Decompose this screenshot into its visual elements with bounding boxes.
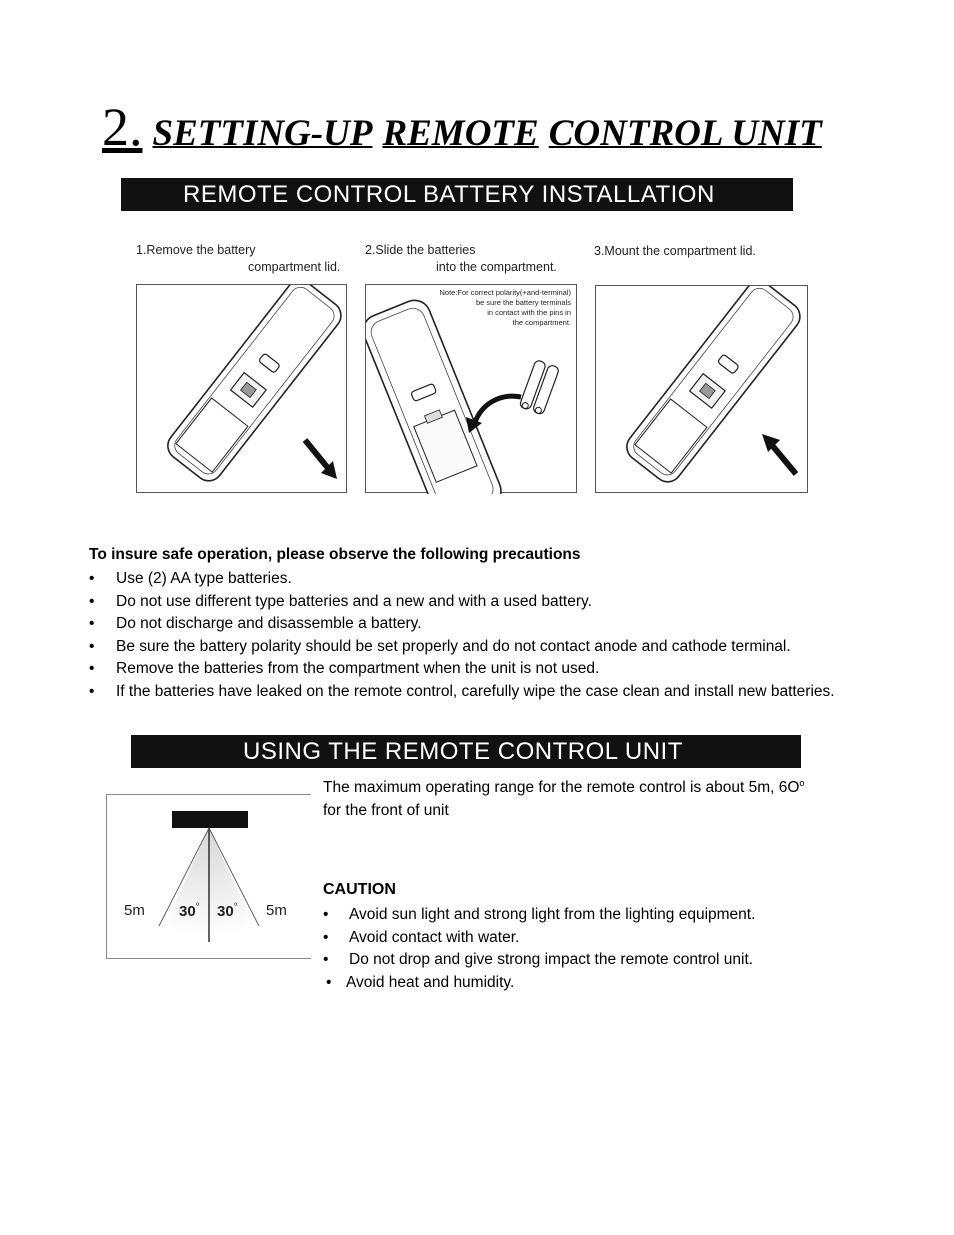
- step-1-line1: 1.Remove the battery: [136, 243, 256, 257]
- list-item: • Avoid contact with water.: [323, 927, 883, 950]
- step-1-line2: compartment lid.: [248, 260, 341, 274]
- operating-range-text: [323, 772, 868, 822]
- range-text-part1: The maximum operating range for the remote control is about 5m, 6O: [323, 779, 800, 797]
- battery-installation-banner: REMOTE CONTROL BATTERY INSTALLATION: [121, 178, 793, 211]
- title-word: SETTING-UP: [152, 113, 373, 154]
- range-cone-graphic: [106, 794, 312, 960]
- left-angle-label: 30°: [179, 902, 200, 920]
- list-item: • Remove the batteries from the compartment when the unit is not used.: [89, 658, 879, 681]
- step-3-caption: [594, 243, 814, 260]
- step-1-caption: [136, 242, 356, 276]
- list-item: • Avoid sun light and strong light from the lighting equipment.: [323, 904, 883, 927]
- note-line: Note:For correct polarity(+and-terminal): [439, 288, 571, 297]
- left-distance-label: 5m: [124, 902, 145, 919]
- mount-lid-illustration: [595, 285, 808, 493]
- precautions-heading: To insure safe operation, please observe the following precautions: [89, 546, 581, 563]
- list-item: • Avoid heat and humidity.: [323, 972, 883, 995]
- note-line: be sure the battery terminals: [475, 298, 571, 307]
- range-text-part2: for the front of unit: [323, 801, 449, 819]
- caution-heading: CAUTION: [323, 881, 396, 898]
- step-3-line1: 3.Mount the compartment lid.: [594, 244, 756, 258]
- right-distance-label: 5m: [266, 902, 287, 919]
- note-line: in contact with the pins in: [487, 308, 571, 317]
- list-item: • Be sure the battery polarity should be set properly and do not contact anode and cathode terminal.: [89, 636, 879, 659]
- operating-range-diagram: [106, 794, 312, 960]
- precautions-list: [89, 568, 879, 703]
- right-angle-label: 30°: [217, 902, 238, 920]
- list-item: • If the batteries have leaked on the remote control, carefully wipe the case clean and install new batteries.: [89, 681, 879, 704]
- page-title: [102, 96, 862, 160]
- step-2-line1: 2.Slide the batteries: [365, 243, 476, 257]
- section-number: 2.: [102, 97, 143, 157]
- step-2-caption: [365, 242, 585, 276]
- step-2-line2: into the compartment.: [436, 260, 557, 274]
- degree-mark: o: [799, 778, 805, 788]
- polarity-note: [396, 288, 571, 328]
- insert-batteries-illustration: [365, 284, 577, 493]
- list-item: • Do not discharge and disassemble a battery.: [89, 613, 879, 636]
- note-line: the compartment.: [512, 318, 571, 327]
- remove-lid-illustration: [136, 284, 347, 493]
- using-remote-banner: USING THE REMOTE CONTROL UNIT: [131, 735, 801, 768]
- list-item: • Do not use different type batteries and a new and with a used battery.: [89, 591, 879, 614]
- list-item: • Use (2) AA type batteries.: [89, 568, 879, 591]
- caution-list: [323, 904, 883, 994]
- title-word: REMOTE: [382, 113, 539, 154]
- title-word: CONTROL UNIT: [548, 113, 822, 154]
- list-item: • Do not drop and give strong impact the remote control unit.: [323, 949, 883, 972]
